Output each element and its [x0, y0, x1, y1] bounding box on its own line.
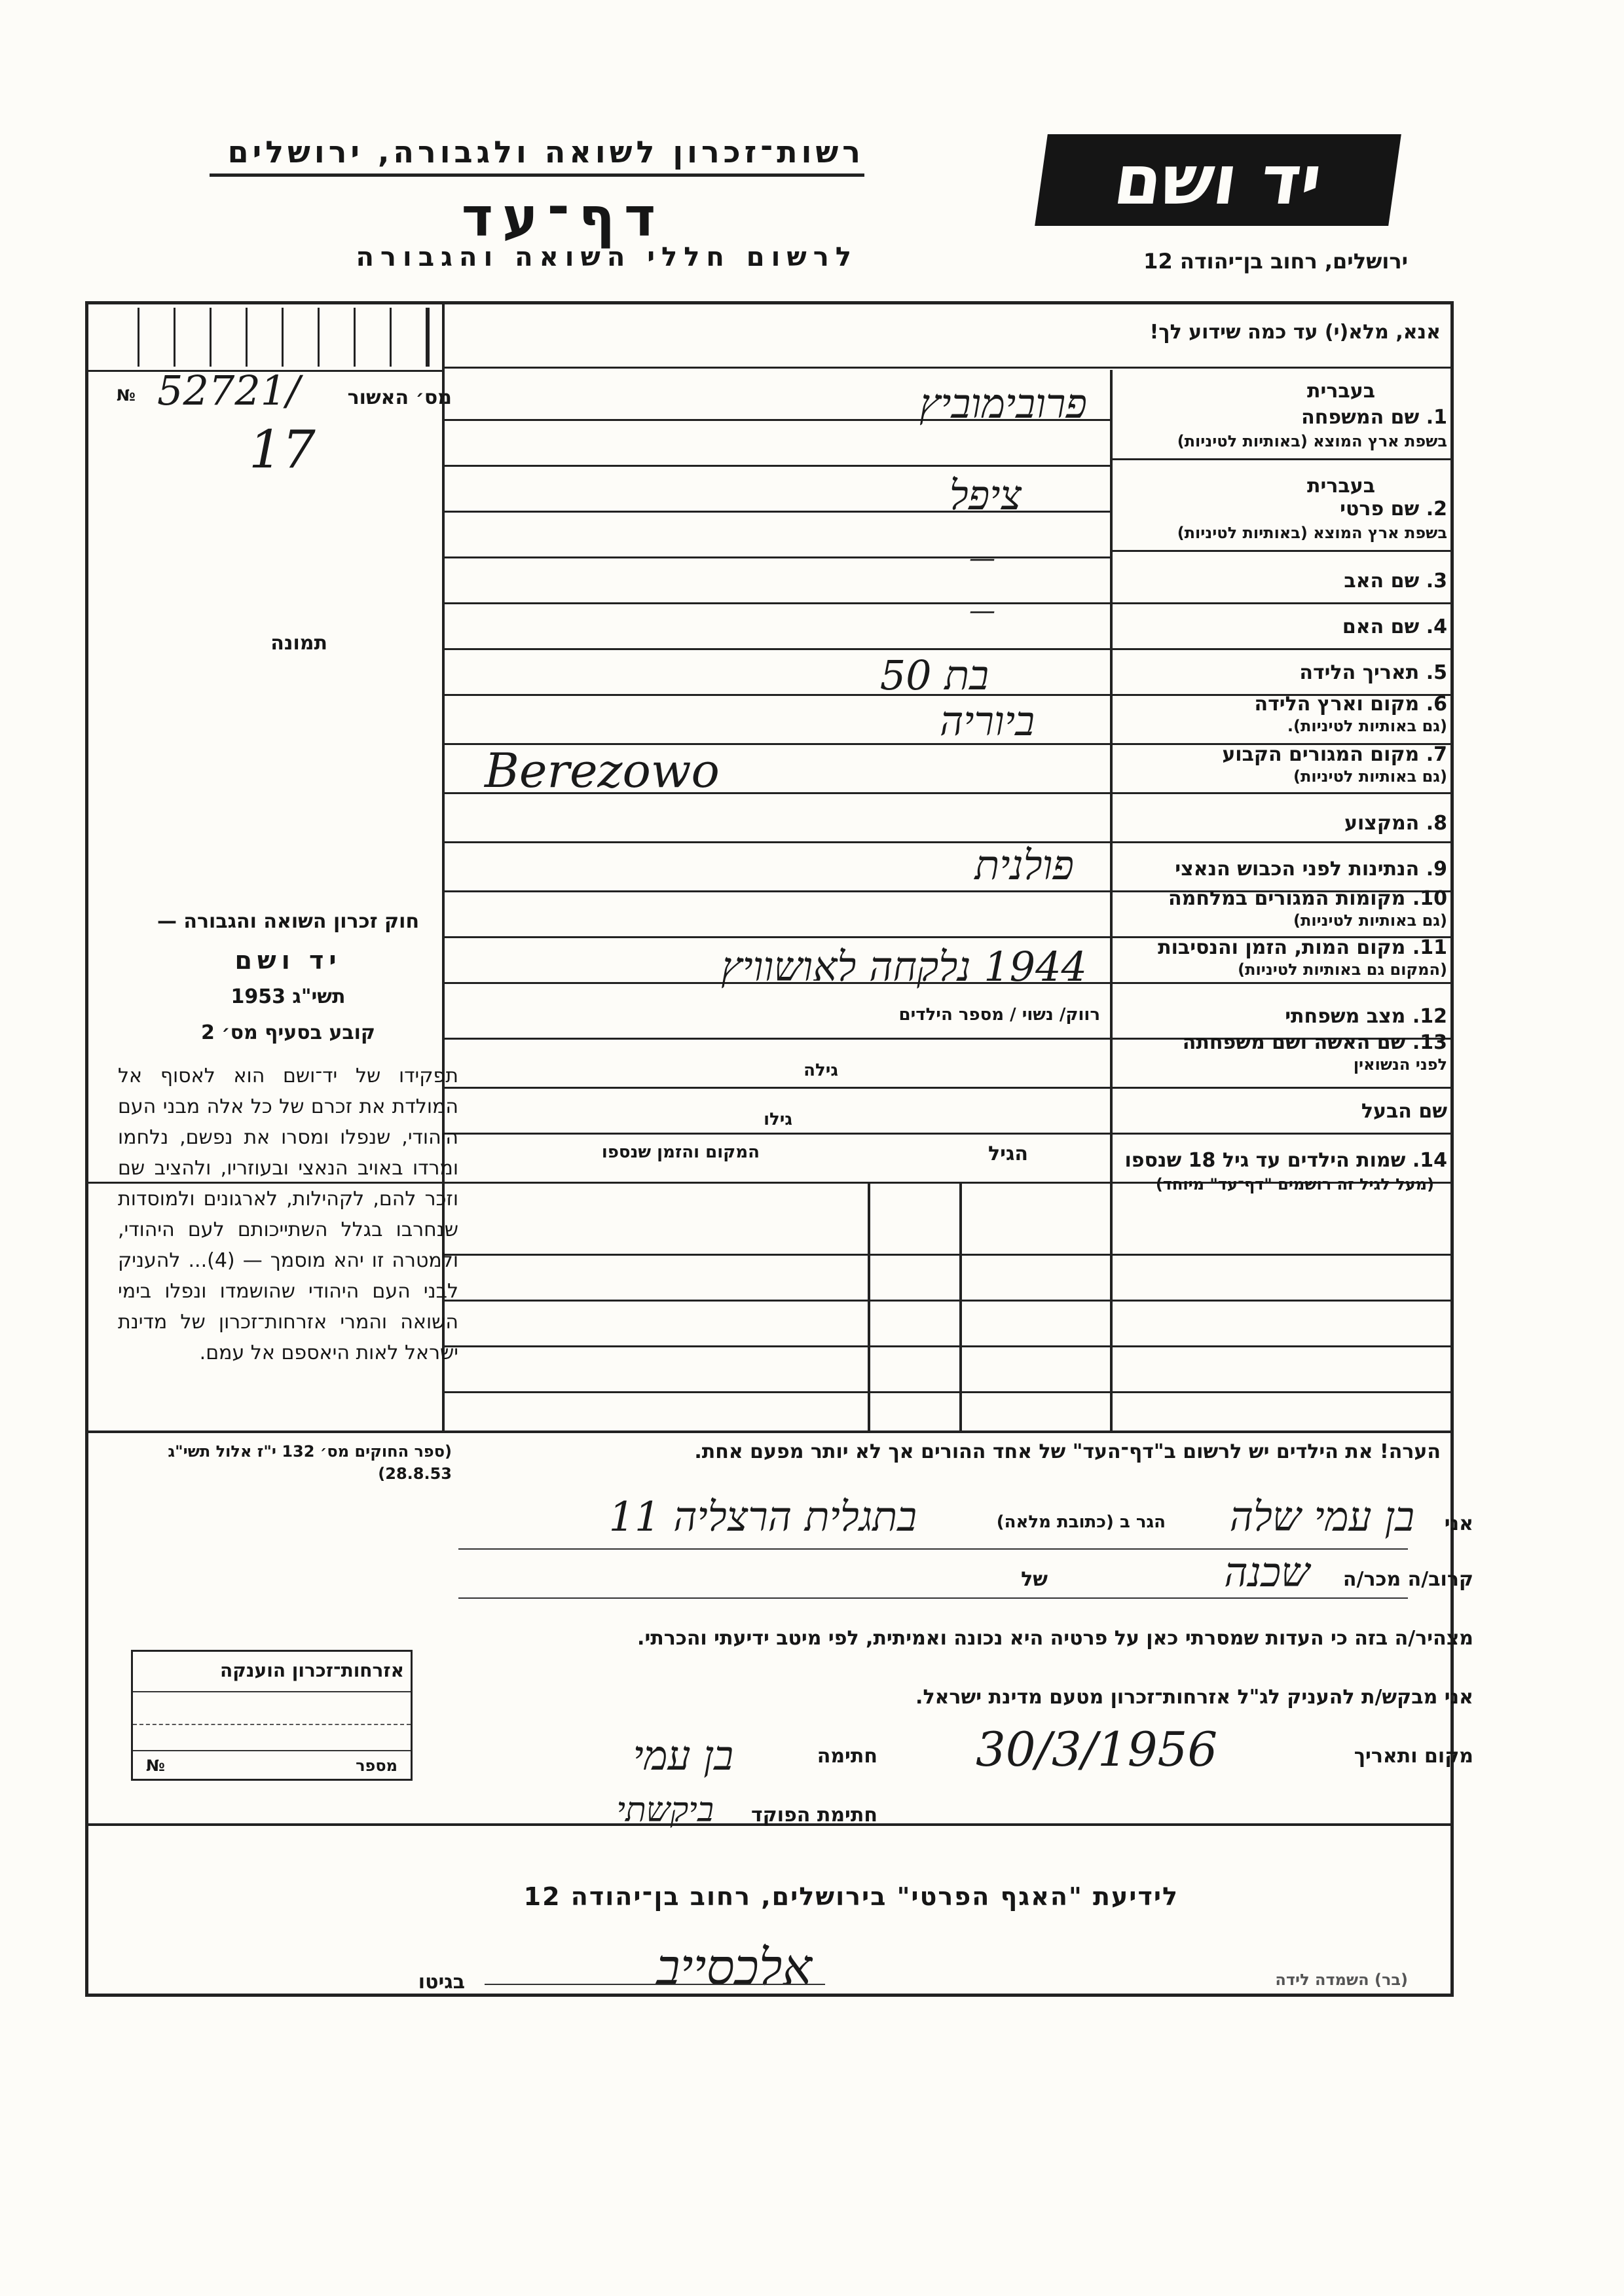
nationality-value: פולנית [974, 841, 1074, 889]
stamp-title: אזרחות־זכרון הוענקה [220, 1660, 404, 1681]
declarant-name: בן עמי שלה [1229, 1493, 1414, 1540]
field-13-sublabel: לפני הנשואין [1353, 1055, 1447, 1074]
ghetto-value: אלכסייב [655, 1938, 812, 1996]
field-6-sublabel: (גם באותיות לטיניות). [1287, 717, 1447, 735]
declarant-prefix: אני [1444, 1512, 1473, 1535]
form-subtitle: לרשום חללי השואה והגבורה [356, 242, 858, 272]
law-year: תשי"ג 1953 [231, 985, 346, 1008]
label-column-divider [1110, 370, 1113, 1430]
wife-age-label: גילה [803, 1061, 838, 1080]
clerk-signature-value: ביקשתי [616, 1791, 714, 1830]
approval-label: מס׳ האשור [347, 386, 452, 409]
field-10-label: 10. מקומות המגורים במלחמה [1168, 887, 1447, 910]
children-age-column: הגיל [988, 1142, 1028, 1165]
surname-value: פרובימוביץ [919, 380, 1087, 428]
signature-label: חתימה [817, 1745, 877, 1768]
form-instruction: אנא, מלא(י) עד כמה שידוע לך! [1149, 321, 1441, 344]
place-date-label: מקום ותאריך [1354, 1745, 1473, 1768]
hebrew-label-1: בעברית [1307, 380, 1375, 403]
footer-notice: לידיעת "האגף הפרטי" בירושלים, רחוב בן־יהודה 12 [523, 1882, 1179, 1911]
law-name: יד ושם [234, 946, 342, 975]
birth-place-value: ביוריה [939, 697, 1035, 745]
institution-name: רשות־זכרון לשואה ולגבורה, ירושלים [210, 134, 864, 177]
citizenship-request: אני מבקש/ת להעניק לג"ל אזרחות־זכרון מטעם מדינת ישראל. [915, 1686, 1473, 1709]
field-7-sublabel: (גם באותיות לטיניות) [1293, 767, 1447, 786]
form-title: דף־עד [461, 187, 665, 249]
stamp-number-label: מספר [356, 1757, 397, 1775]
relative-label: קרוב/ה מכר/ה [1342, 1568, 1473, 1591]
citizenship-stamp-box [131, 1650, 413, 1781]
field-4-label: 4. שם האם [1342, 615, 1447, 638]
field-10-sublabel: (גם באותיות לטיניות) [1293, 911, 1447, 930]
field-3-label: 3. שם האב [1344, 570, 1447, 592]
birth-date-value: בת 50 [879, 651, 989, 699]
children-sublabel: (מעל לגיל זה רושמים "דף־עד" מיוחד) [1155, 1175, 1434, 1194]
field-11-label: 11. מקום המות, הזמן והנסיבות [1158, 936, 1447, 959]
law-reference: (ספר החוקים מס׳ 132 י"ז אלול תשי"ג 28.8.53) [168, 1442, 452, 1483]
husband-age-label: גילו [764, 1110, 792, 1129]
stamp-no-sign: № [146, 1757, 165, 1775]
yad-vashem-logo: יד ושם [1035, 134, 1401, 226]
children-label: 14. שמות הילדים עד גיל 18 שנספו [1124, 1149, 1447, 1172]
death-place-value: 1944 נלקחה לאושוויץ [721, 943, 1087, 991]
approval-number-2: 17 [249, 419, 316, 480]
field-11-sublabel: (המקום גם באותיות לטיניות) [1238, 960, 1447, 979]
place-date-value: 30/3/1956 [976, 1722, 1218, 1777]
ghetto-label: בגיטו [418, 1971, 465, 1994]
field-1-sublabel: בשפת ארץ המוצא (באותיות לטיניות) [1177, 432, 1447, 450]
residence-value: Berezowo [485, 743, 720, 798]
field-9-label: 9. הנתינות לפני הכבוש הנאצי [1175, 858, 1447, 881]
law-clause: קובע בסעיף מס׳ 2 [200, 1021, 376, 1044]
marital-status-value: רווק/ נשוי / מספר הילדים [898, 1005, 1100, 1025]
approval-no-sign: № [117, 386, 136, 405]
field-2-label: 2. שם פרטי [1340, 498, 1447, 520]
field-1-label: 1. שם המשפחה [1301, 406, 1447, 429]
children-note: הערה! את הילדים יש לרשום ב"דף־העד" של אחד ההורים אך לא יותר מפעם אחת. [694, 1440, 1441, 1463]
of-label: של [1021, 1568, 1048, 1591]
father-name-value: — [969, 543, 995, 574]
declarant-address: בתגלית הרצליה 11 [608, 1493, 917, 1540]
signature-value: בן עמי [633, 1732, 733, 1779]
declaration-text: מצהיר/ה בזה כי העדות שמסרתי כאן על פרטיה היא נכונה ואמיתית, לפי מיטב ידיעתי והכרתי. [637, 1627, 1473, 1650]
field-5-label: 5. תאריך הלידה [1299, 661, 1447, 684]
children-place-column: המקום והזמן שנספו [601, 1142, 760, 1162]
field-6-label: 6. מקום וארץ הלידה [1254, 693, 1447, 716]
clerk-signature-label: חתימת הפוקד [751, 1804, 877, 1827]
footer-small-text: (בר) השמדה לידה [1275, 1971, 1408, 1989]
header-address: ירושלים, רחוב בן־יהודה 12 [1143, 249, 1408, 274]
address-label: הגר ב (כתובת מלאה) [996, 1512, 1166, 1532]
photo-label: תמונה [270, 632, 327, 655]
hebrew-label-2: בעברית [1307, 475, 1375, 498]
given-name-value: ציפל [949, 471, 1022, 519]
field-7-label: 7. מקום המגורים הקבוע [1222, 743, 1447, 766]
field-8-label: 8. המקצוע [1344, 812, 1447, 835]
husband-label: שם הבעל [1361, 1100, 1447, 1123]
field-13-label: 13. שם האשה ושם משפחתה [1182, 1031, 1447, 1054]
law-text: תפקידו של יד־ושם הוא לאסוף אל המולדת את זכרם של כל אלה מבני העם היהודי, שנפלו ומסרו את נפשם, נלחמו ומרדו באויב הנאצי ובעוזריו, ולהציב שם וזכר להם, לקהילות, לארגונים ולמוסדות שנחרבו בגלל השתייכותם לעם היהודי, ולמטרה זו יהא מוסמך — (4)... להעניק לבני העם היהודי שהושמדו ונפלו בימי השואה והמרי אזרחות־זכרון של מדינת ישראל לאות היאספם אל עמם. [118, 1065, 458, 1364]
relative-value: שכנה [1224, 1548, 1310, 1596]
field-2-sublabel: בשפת ארץ המוצא (באותיות לטיניות) [1177, 524, 1447, 542]
law-title: חוק זכרון השואה והגבורה — [157, 910, 420, 933]
approval-number: 52721/ [157, 367, 301, 414]
mother-name-value: — [969, 596, 995, 626]
field-12-label: 12. מצב משפחתי [1285, 1005, 1447, 1028]
approval-grid [111, 308, 439, 367]
